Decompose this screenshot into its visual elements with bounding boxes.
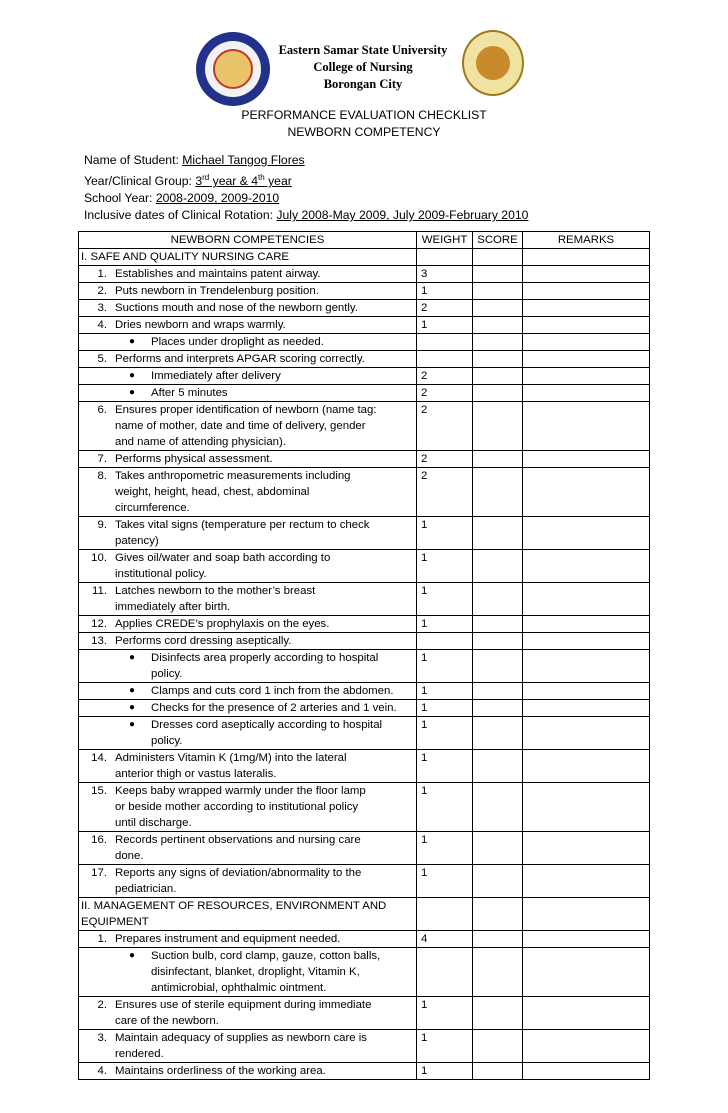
remarks-cell[interactable] (523, 700, 650, 717)
score-cell[interactable] (473, 948, 523, 997)
item-text: name of mother, date and time of delivery, gender (115, 420, 366, 432)
table-row (79, 948, 650, 997)
remarks-cell[interactable] (523, 249, 650, 266)
competency-cell (79, 997, 417, 1030)
section-heading (79, 249, 417, 266)
table-row (79, 351, 650, 368)
subitem-text: policy. (151, 668, 183, 680)
competency-cell (79, 583, 417, 616)
score-cell[interactable] (473, 1063, 523, 1080)
competency-cell (79, 385, 417, 402)
bullet-icon: ● (129, 370, 136, 381)
remarks-cell[interactable] (523, 468, 650, 517)
bullet-icon: ● (129, 336, 136, 347)
item-text: Applies CREDE’s prophylaxis on the eyes. (115, 618, 330, 630)
weight-cell: 1 (417, 683, 473, 700)
item-number: 5. (97, 353, 107, 365)
item-number: 9. (97, 519, 107, 531)
weight-cell: 2 (417, 451, 473, 468)
remarks-cell[interactable] (523, 750, 650, 783)
college-name: College of Nursing (313, 60, 413, 74)
bullet-icon: ● (129, 387, 136, 398)
table-row (79, 700, 650, 717)
competency-table (78, 231, 650, 1080)
weight-cell[interactable] (417, 249, 473, 266)
weight-cell: 2 (417, 468, 473, 517)
score-cell[interactable] (473, 517, 523, 550)
table-row (79, 451, 650, 468)
score-cell[interactable] (473, 898, 523, 931)
remarks-cell[interactable] (523, 517, 650, 550)
remarks-cell[interactable] (523, 650, 650, 683)
item-text: Ensures use of sterile equipment during immediate (115, 999, 372, 1011)
competency-cell (79, 550, 417, 583)
header-weight: WEIGHT (417, 232, 473, 249)
item-text: Puts newborn in Trendelenburg position. (115, 285, 319, 297)
item-number: 1. (97, 268, 107, 280)
remarks-cell[interactable] (523, 283, 650, 300)
score-cell[interactable] (473, 997, 523, 1030)
weight-cell (417, 948, 473, 997)
item-text: Takes anthropometric measurements including (115, 470, 351, 482)
table-row (79, 550, 650, 583)
item-text: done. (115, 850, 144, 862)
score-cell[interactable] (473, 931, 523, 948)
competency-cell (79, 300, 417, 317)
item-text: Records pertinent observations and nursing care (115, 834, 361, 846)
table-row (79, 368, 650, 385)
score-cell[interactable] (473, 783, 523, 832)
weight-cell: 2 (417, 300, 473, 317)
competency-cell (79, 1030, 417, 1063)
remarks-cell[interactable] (523, 948, 650, 997)
weight-cell: 1 (417, 650, 473, 683)
score-cell[interactable] (473, 550, 523, 583)
weight-cell: 1 (417, 1063, 473, 1080)
subitem-text: Clamps and cuts cord 1 inch from the abdomen. (151, 685, 394, 697)
item-text: Prepares instrument and equipment needed. (115, 933, 341, 945)
competency-cell (79, 468, 417, 517)
table-row (79, 683, 650, 700)
remarks-cell[interactable] (523, 300, 650, 317)
score-cell[interactable] (473, 334, 523, 351)
item-number: 17. (91, 867, 107, 879)
competency-cell (79, 717, 417, 750)
competency-cell (79, 700, 417, 717)
score-cell[interactable] (473, 451, 523, 468)
competency-cell (79, 633, 417, 650)
item-number: 16. (91, 834, 107, 846)
item-text: or beside mother according to institutional policy (115, 801, 359, 813)
item-number: 3. (97, 1032, 107, 1044)
bullet-icon: ● (129, 950, 136, 961)
school-year-line (84, 190, 528, 207)
competency-cell (79, 750, 417, 783)
item-text: care of the newborn. (115, 1015, 219, 1027)
section-heading-text: EQUIPMENT (81, 916, 149, 928)
score-cell[interactable] (473, 832, 523, 865)
score-cell[interactable] (473, 300, 523, 317)
rotation-dates-line (84, 207, 528, 224)
school-year-label: School Year: (84, 191, 156, 206)
weight-cell: 3 (417, 266, 473, 283)
item-number: 10. (91, 552, 107, 564)
item-text: Establishes and maintains patent airway. (115, 268, 321, 280)
competency-cell (79, 283, 417, 300)
item-text: weight, height, head, chest, abdominal (115, 486, 310, 498)
item-text: Gives oil/water and soap bath according to (115, 552, 331, 564)
item-number: 11. (92, 585, 107, 597)
weight-cell (417, 334, 473, 351)
table-row (79, 334, 650, 351)
subitem-text: disinfectant, blanket, droplight, Vitamin K, (151, 966, 360, 978)
score-cell[interactable] (473, 266, 523, 283)
group-value: 3rd year & 4th year (195, 173, 292, 189)
subitem-text: Immediately after delivery (151, 370, 281, 382)
item-number: 3. (97, 302, 107, 314)
weight-cell: 1 (417, 317, 473, 334)
remarks-cell[interactable] (523, 997, 650, 1030)
remarks-cell[interactable] (523, 633, 650, 650)
item-text: patency) (115, 535, 159, 547)
item-text: circumference. (115, 502, 190, 514)
score-cell[interactable] (473, 283, 523, 300)
remarks-cell[interactable] (523, 368, 650, 385)
item-number: 2. (97, 999, 107, 1011)
table-row (79, 717, 650, 750)
item-number: 13. (91, 635, 107, 647)
weight-cell: 1 (417, 283, 473, 300)
item-number: 4. (97, 1065, 107, 1077)
subitem-text: Dresses cord aseptically according to hospital (151, 719, 383, 731)
item-text: rendered. (115, 1048, 164, 1060)
remarks-cell[interactable] (523, 317, 650, 334)
score-cell[interactable] (473, 249, 523, 266)
table-header-row (79, 232, 650, 249)
subitem-text: After 5 minutes (151, 387, 228, 399)
remarks-cell[interactable] (523, 351, 650, 368)
bullet-icon: ● (129, 652, 136, 663)
subitem-text: Suction bulb, cord clamp, gauze, cotton balls, (151, 950, 381, 962)
weight-cell[interactable] (417, 898, 473, 931)
remarks-cell[interactable] (523, 583, 650, 616)
subitem-text: Places under droplight as needed. (151, 336, 324, 348)
table-row (79, 1063, 650, 1080)
weight-cell: 1 (417, 997, 473, 1030)
table-row (79, 583, 650, 616)
university-name: Eastern Samar State University (278, 43, 448, 57)
item-text: Maintains orderliness of the working area. (115, 1065, 326, 1077)
student-info (84, 152, 528, 224)
letterhead (240, 42, 486, 93)
weight-cell: 1 (417, 550, 473, 583)
score-cell[interactable] (473, 750, 523, 783)
score-cell[interactable] (473, 650, 523, 683)
weight-cell: 1 (417, 517, 473, 550)
item-text: until discharge. (115, 817, 192, 829)
table-row (79, 266, 650, 283)
table-row (79, 750, 650, 783)
remarks-cell[interactable] (523, 931, 650, 948)
section-heading-text: I. SAFE AND QUALITY NURSING CARE (81, 251, 290, 263)
competency-cell (79, 317, 417, 334)
table-row (79, 402, 650, 451)
score-cell[interactable] (473, 368, 523, 385)
rotation-dates-value: July 2008-May 2009, July 2009-February 2010 (276, 208, 529, 223)
table-row (79, 931, 650, 948)
item-number: 6. (97, 404, 107, 416)
weight-cell (417, 633, 473, 650)
item-text: Suctions mouth and nose of the newborn gently. (115, 302, 358, 314)
section-row-resources (79, 898, 650, 931)
table-row (79, 783, 650, 832)
competency-cell (79, 368, 417, 385)
weight-cell: 1 (417, 750, 473, 783)
table-row (79, 832, 650, 865)
table-row (79, 633, 650, 650)
subitem-text: Checks for the presence of 2 arteries and 1 vein. (151, 702, 397, 714)
score-cell[interactable] (473, 402, 523, 451)
section-heading (79, 898, 417, 931)
item-text: Maintain adequacy of supplies as newborn care is (115, 1032, 368, 1044)
weight-cell: 2 (417, 402, 473, 451)
item-number: 4. (97, 319, 107, 331)
score-cell[interactable] (473, 385, 523, 402)
competency-cell (79, 931, 417, 948)
item-text: institutional policy. (115, 568, 207, 580)
section-heading-text: II. MANAGEMENT OF RESOURCES, ENVIRONMENT AND (81, 900, 387, 912)
item-number: 15. (91, 785, 107, 797)
form-title-main: PERFORMANCE EVALUATION CHECKLIST (241, 108, 487, 122)
competency-cell (79, 351, 417, 368)
competency-cell (79, 683, 417, 700)
remarks-cell[interactable] (523, 1063, 650, 1080)
item-text: Latches newborn to the mother’s breast (115, 585, 316, 597)
table-row (79, 517, 650, 550)
item-text: Keeps baby wrapped warmly under the floor lamp (115, 785, 366, 797)
remarks-cell[interactable] (523, 898, 650, 931)
weight-cell: 1 (417, 616, 473, 633)
remarks-cell[interactable] (523, 865, 650, 898)
competency-cell (79, 1063, 417, 1080)
item-text: and name of attending physician). (115, 436, 286, 448)
item-text: anterior thigh or vastus lateralis. (115, 768, 277, 780)
score-cell[interactable] (473, 717, 523, 750)
remarks-cell[interactable] (523, 783, 650, 832)
remarks-cell[interactable] (523, 717, 650, 750)
weight-cell: 1 (417, 700, 473, 717)
table-row (79, 283, 650, 300)
weight-cell: 1 (417, 717, 473, 750)
item-text: Administers Vitamin K (1mg/M) into the lateral (115, 752, 347, 764)
section-row-safe-care (79, 249, 650, 266)
weight-cell (417, 351, 473, 368)
remarks-cell[interactable] (523, 832, 650, 865)
score-cell[interactable] (473, 351, 523, 368)
table-row (79, 300, 650, 317)
competency-cell (79, 832, 417, 865)
competency-cell (79, 402, 417, 451)
form-title (200, 107, 528, 141)
weight-cell: 2 (417, 368, 473, 385)
school-year-value: 2008-2009, 2009-2010 (155, 191, 280, 206)
score-cell[interactable] (473, 865, 523, 898)
item-text: Ensures proper identification of newborn (name tag: (115, 404, 377, 416)
remarks-cell[interactable] (523, 266, 650, 283)
city-name: Borongan City (323, 77, 403, 91)
competency-cell (79, 948, 417, 997)
remarks-cell[interactable] (523, 334, 650, 351)
remarks-cell[interactable] (523, 451, 650, 468)
rotation-dates-label: Inclusive dates of Clinical Rotation: (84, 208, 277, 223)
weight-cell: 1 (417, 1030, 473, 1063)
weight-cell: 1 (417, 832, 473, 865)
competency-cell (79, 865, 417, 898)
score-cell[interactable] (473, 633, 523, 650)
remarks-cell[interactable] (523, 402, 650, 451)
remarks-cell[interactable] (523, 385, 650, 402)
table-row (79, 1030, 650, 1063)
competency-cell (79, 334, 417, 351)
score-cell[interactable] (473, 317, 523, 334)
weight-cell: 1 (417, 583, 473, 616)
item-number: 2. (97, 285, 107, 297)
weight-cell: 1 (417, 783, 473, 832)
bullet-icon: ● (129, 719, 136, 730)
student-name-value: Michael Tangog Flores (182, 153, 305, 167)
table-row (79, 616, 650, 633)
item-text: Reports any signs of deviation/abnormality to the (115, 867, 362, 879)
weight-cell: 2 (417, 385, 473, 402)
remarks-cell[interactable] (523, 1030, 650, 1063)
student-name-line (84, 152, 528, 169)
item-number: 12. (91, 618, 107, 630)
competency-cell (79, 266, 417, 283)
group-line (84, 169, 528, 190)
header-remarks: REMARKS (523, 232, 650, 249)
table-row (79, 997, 650, 1030)
form-subtitle: NEWBORN COMPETENCY (287, 125, 441, 139)
item-number: 1. (97, 933, 107, 945)
subitem-text: antimicrobial, ophthalmic ointment. (151, 982, 327, 994)
item-text: Performs cord dressing aseptically. (115, 635, 292, 647)
bullet-icon: ● (129, 702, 136, 713)
table-row (79, 865, 650, 898)
remarks-cell[interactable] (523, 550, 650, 583)
subitem-text: policy. (151, 735, 183, 747)
student-name-label: Name of Student: (84, 153, 183, 167)
group-label: Year/Clinical Group: (84, 174, 196, 189)
weight-cell: 1 (417, 865, 473, 898)
header-competencies: NEWBORN COMPETENCIES (79, 232, 417, 249)
header-score: SCORE (473, 232, 523, 249)
competency-cell (79, 517, 417, 550)
table-row (79, 468, 650, 517)
competency-cell (79, 451, 417, 468)
item-number: 7. (97, 453, 107, 465)
score-cell[interactable] (473, 1030, 523, 1063)
item-text: Takes vital signs (temperature per rectum to check (115, 519, 370, 531)
table-row (79, 317, 650, 334)
score-cell[interactable] (473, 468, 523, 517)
remarks-cell[interactable] (523, 683, 650, 700)
item-text: Dries newborn and wraps warmly. (115, 319, 286, 331)
competency-cell (79, 783, 417, 832)
weight-cell: 4 (417, 931, 473, 948)
item-text: Performs and interprets APGAR scoring correctly. (115, 353, 365, 365)
item-text: pediatrician. (115, 883, 177, 895)
score-cell[interactable] (473, 616, 523, 633)
table-row (79, 385, 650, 402)
table-row (79, 650, 650, 683)
item-number: 14. (91, 752, 107, 764)
score-cell[interactable] (473, 700, 523, 717)
subitem-text: Disinfects area properly according to hospital (151, 652, 379, 664)
item-text: Performs physical assessment. (115, 453, 273, 465)
item-number: 8. (97, 470, 107, 482)
score-cell[interactable] (473, 583, 523, 616)
remarks-cell[interactable] (523, 616, 650, 633)
score-cell[interactable] (473, 683, 523, 700)
bullet-icon: ● (129, 685, 136, 696)
item-text: immediately after birth. (115, 601, 231, 613)
competency-cell (79, 650, 417, 683)
competency-cell (79, 616, 417, 633)
